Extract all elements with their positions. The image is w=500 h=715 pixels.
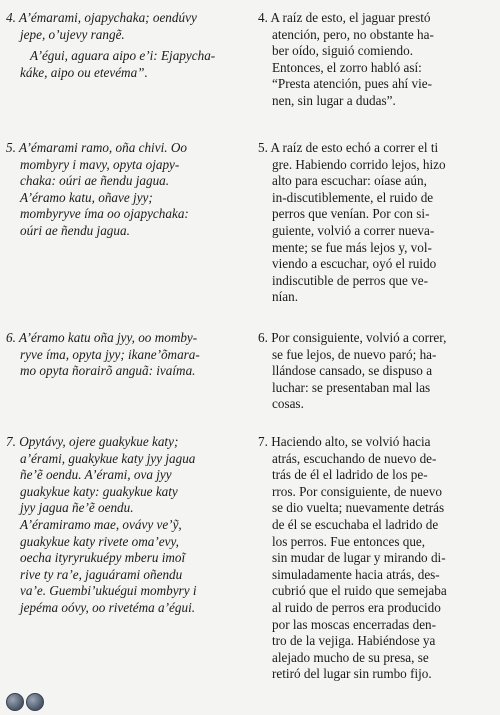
text-line: atención, pero, no obstante ha- (272, 26, 434, 42)
text-line: viendo a escuchar, oyó el ruido (272, 256, 437, 272)
text-line: perros que venían. Por con si- (272, 206, 430, 222)
text-line: 4. A raíz de esto, el jaguar prestó (258, 10, 431, 25)
text-line: ber oído, siguió comiendo. (272, 43, 414, 59)
text-line: alto para escuchar: oíase aún, (272, 173, 427, 189)
spanish-entry-7 (258, 434, 494, 683)
text-line: 5. A raíz de esto echó a correr el ti (258, 140, 439, 155)
text-line: luchar: se presentaban mal las (272, 379, 431, 395)
text-line: se fue lejos, de nuevo paró; ha- (272, 346, 437, 362)
text-line: A’éramo katu, oñave jyy; (20, 189, 153, 205)
text-line: guakykue katy: guakykue katy (20, 483, 178, 499)
text-line: se dio vuelta; nuevamente detrás (272, 500, 445, 516)
corner-badge-icon (26, 693, 44, 711)
text-line: 6. A’éramo katu oña jyy, oo momby- (6, 330, 198, 345)
text-line: chaka: oúri ae ñendu jagua. (20, 173, 170, 189)
corner-badge-icon (6, 693, 24, 711)
text-line: mo opyta ñorairõ anguã: ivaíma. (20, 363, 196, 379)
text-line: 7. Opytávy, ojere guakykue katy; (6, 434, 179, 449)
text-line: alejado mucho de su presa, se (272, 649, 429, 665)
text-line: A’éramiramo mae, ovávy ve’ỹ, (20, 516, 182, 532)
text-line: mente; se fue más lejos y, vol- (272, 239, 432, 255)
text-line: in-discutiblemente, el ruido de (272, 189, 434, 205)
text-line: gre. Habiendo corrido lejos, hizo (272, 156, 446, 172)
text-line: 4. A’émarami, ojapychaka; oendúvy (6, 10, 197, 25)
text-line: ñe’ẽ oendu. A’érami, ova jyy (20, 467, 172, 483)
text-line: jyy jagua ñe’ẽ oendu. (20, 500, 134, 516)
text-line: cubrió que el ruido que semejaba (272, 583, 447, 599)
text-line: atrás, escuchando de nuevo de- (272, 450, 437, 466)
text-line: sin mudar de lugar y mirando di- (272, 550, 446, 566)
text-line: guakykue katy rivete oma’evy, (20, 533, 179, 549)
text-line: los perros. Fue entonces que, (272, 533, 426, 549)
text-line: rros. Por consiguiente, de nuevo (272, 483, 442, 499)
text-line: cosas. (272, 396, 304, 412)
text-line: oúri ae ñendu jagua. (20, 222, 130, 238)
guarani-entry-7 (6, 434, 244, 617)
text-line: indiscutible de perros que ve- (272, 272, 429, 288)
spanish-entry-5 (258, 140, 494, 306)
text-line: 6. Por consiguiente, volvió a correr, (258, 330, 447, 345)
text-line: mombyry i mavy, opyta ojapy- (20, 156, 180, 172)
text-line: simuladamente hacia atrás, des- (272, 566, 440, 582)
text-line: káke, aipo ou etevéma”. (20, 64, 148, 80)
text-line: rive ty ra’e, jaguárami oñendu (20, 566, 183, 582)
text-line: A’égui, aguara aipo e’i: Ejapycha- (30, 48, 216, 63)
text-line: a’érami, guakykue katy jyy jagua (20, 450, 196, 466)
text-line: trás de él el ladrido de los pe- (272, 467, 428, 483)
text-line: guiente, volvió a correr nueva- (272, 222, 435, 238)
text-line: al ruido de perros era producido (272, 599, 441, 615)
text-line: va’e. Guembi’ukuégui mombyry i (20, 583, 197, 599)
text-line: mombyryve íma oo ojapychaka: (20, 206, 189, 222)
guarani-entry-4-cont (6, 48, 244, 81)
text-line: nían. (272, 289, 299, 305)
text-line: ryve íma, opyta jyy; ikane’õmara- (20, 346, 200, 362)
text-line: jepe, o’ujevy rangẽ. (20, 26, 125, 42)
text-line: oecha ityryrukuépy mberu imoĩ (20, 550, 186, 566)
text-line: 5. A’émarami ramo, oña chivi. Oo (6, 140, 187, 155)
spanish-entry-6 (258, 330, 494, 413)
text-line: retiró del lugar sin rumbo fijo. (272, 666, 432, 682)
guarani-entry-4 (6, 10, 244, 43)
text-line: Entonces, el zorro habló así: (272, 59, 422, 75)
text-line: 7. Haciendo alto, se volvió hacia (258, 434, 431, 449)
text-line: nen, sin lugar a dudas”. (272, 92, 396, 108)
text-line: llándose cansado, se dispuso a (272, 363, 433, 379)
spanish-entry-4 (258, 10, 494, 110)
text-line: por las moscas encerradas den- (272, 616, 437, 632)
guarani-entry-6 (6, 330, 244, 380)
text-line: jepéma oóvy, oo rivetéma a’égui. (20, 599, 196, 615)
text-line: “Presta atención, pues ahí vie- (272, 76, 433, 92)
guarani-entry-5 (6, 140, 244, 240)
text-line: de él se escuchaba el ladrido de (272, 516, 439, 532)
text-line: tro de la vejiga. Habiéndose ya (272, 633, 436, 649)
